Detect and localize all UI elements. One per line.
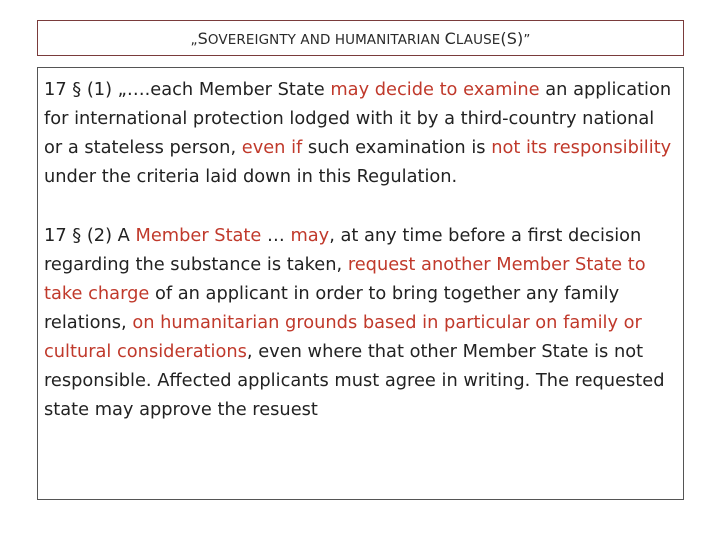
p2-text-3: , at any time before a first decision regarding the substance is taken, — [44, 225, 642, 275]
title-cap-c: C — [444, 28, 456, 48]
p2-text-1: 17 § (2) A — [44, 225, 136, 246]
p2-highlight-4: on humanitarian grounds based in particular on family or cultural considerations — [44, 312, 642, 362]
p2-highlight-1: Member State — [135, 225, 262, 246]
title-close-quote: ” — [523, 31, 531, 48]
slide-title-box — [37, 20, 684, 56]
title-open-quote: „ — [190, 31, 198, 48]
p2-text-2: … — [261, 225, 291, 246]
title-clause: LAUSE — [455, 31, 501, 48]
p1-highlight-1: may decide to examine — [330, 79, 540, 100]
paragraph-17-2 — [44, 221, 677, 424]
slide-title — [191, 29, 531, 48]
paragraph-17-1 — [44, 75, 677, 191]
p2-text-4: of an applicant in order to bring together any family relations, — [44, 283, 620, 333]
p1-text-2: an application for international protection lodged with it by a third-country national or a stateless person, — [44, 79, 672, 158]
content-box — [37, 67, 684, 500]
p1-text-4: under the criteria laid down in this Regulation. — [44, 166, 458, 187]
p1-highlight-3: not its responsibility — [491, 137, 672, 158]
p1-highlight-2: even if — [241, 137, 303, 158]
p1-text-1: 17 § (1) „….each Member State — [44, 79, 331, 100]
title-words: OVEREIGNTY AND HUMANITARIAN — [207, 31, 441, 48]
p2-highlight-3: request another Member State to take charge — [44, 254, 646, 304]
p2-highlight-2: may — [290, 225, 330, 246]
p1-text-3: such examination is — [302, 137, 492, 158]
p2-text-5: , even where that other Member State is not responsible. Affected applicants must agree in writing. The requested state may approve the resuest — [44, 341, 665, 420]
title-cap-s: S — [197, 28, 208, 48]
title-plural: (S) — [500, 28, 524, 48]
